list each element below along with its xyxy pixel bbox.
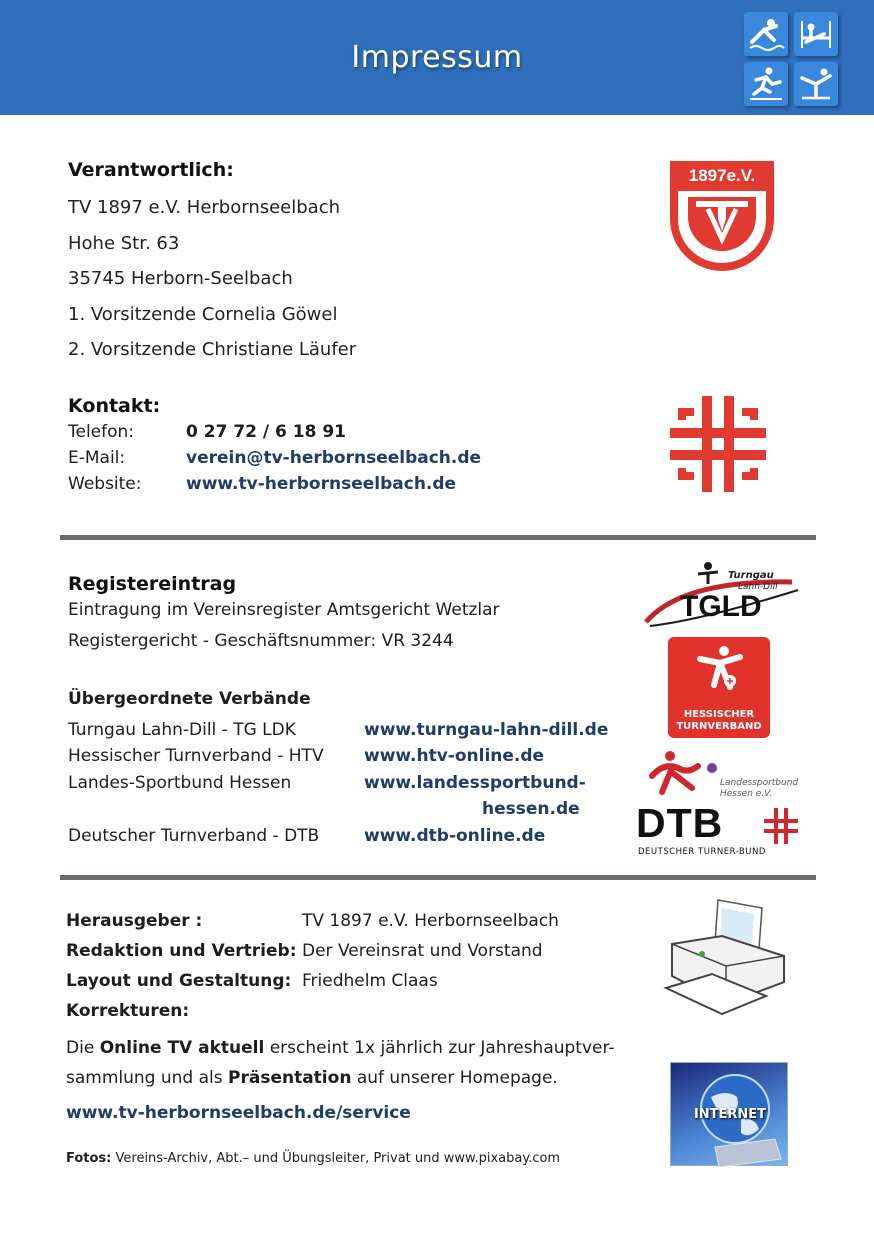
intro-paragraph-line2 <box>66 1068 558 1088</box>
dtb-main-text: DTB <box>636 800 724 846</box>
section-divider <box>60 535 816 540</box>
phone-value: 0 27 72 / 6 18 91 <box>186 422 347 442</box>
lsb-line2: Hessen e.V. <box>720 789 773 799</box>
layout-label: Layout und Gestaltung: <box>66 971 292 991</box>
photo-credits <box>66 1151 560 1166</box>
register-heading: Registereintrag <box>68 573 237 595</box>
corrections-label: Korrekturen: <box>66 1001 190 1021</box>
verband-name: Landes-Sportbund Hessen <box>68 773 292 793</box>
htv-line2: TURNVERBAND <box>676 721 762 732</box>
turnerkreuz-logo <box>668 394 768 494</box>
address-line: Hohe Str. 63 <box>68 233 180 254</box>
dtb-sub-text: DEUTSCHER TURNER-BUND <box>638 847 766 857</box>
gymnast-beam-icon <box>794 62 838 106</box>
kontakt-heading: Kontakt: <box>68 395 161 417</box>
verantwortlich-heading: Verantwortlich: <box>68 159 234 181</box>
tgld-main-text: TGLD <box>680 590 762 623</box>
tgld-logo <box>642 560 800 630</box>
para-text: auf unserer Homepage. <box>351 1068 558 1088</box>
verband-name: Deutscher Turnverband - DTB <box>68 826 320 846</box>
para-bold-text: Präsentation <box>228 1068 352 1088</box>
gymnast-bar-icon <box>794 12 838 56</box>
photo-credits-text: Vereins-Archiv, Abt.– und Übungsleiter, Privat und www.pixabay.com <box>111 1151 561 1166</box>
verband-link[interactable]: www.htv-online.de <box>364 746 545 766</box>
website-link[interactable]: www.tv-herbornseelbach.de <box>186 474 457 494</box>
register-line: Registergericht - Geschäftsnummer: VR 3244 <box>68 631 454 651</box>
printer-icon <box>662 896 792 1016</box>
publisher-label: Herausgeber : <box>66 911 203 931</box>
verband-name: Turngau Lahn-Dill - TG LDK <box>68 720 296 740</box>
landessportbund-logo <box>648 748 798 802</box>
contact-label: Telefon: <box>68 422 135 442</box>
para-bold-text: Online TV aktuell <box>99 1038 265 1058</box>
service-link[interactable]: www.tv-herbornseelbach.de/service <box>66 1103 411 1123</box>
publisher-value: TV 1897 e.V. Herbornseelbach <box>302 911 559 931</box>
verband-link[interactable]: www.landessportbund- <box>364 773 586 793</box>
internet-label: INTERNET <box>693 1107 767 1122</box>
page-title: Impressum <box>351 40 523 75</box>
htv-line1: HESSISCHER <box>683 709 755 720</box>
editorial-value: Der Vereinsrat und Vorstand <box>302 941 543 961</box>
section-divider <box>60 875 816 880</box>
photo-credits-label: Fotos: <box>66 1151 112 1166</box>
swimmer-icon <box>744 12 788 56</box>
dtb-logo <box>636 800 800 858</box>
intro-paragraph-line1 <box>66 1038 615 1058</box>
para-text: Die <box>66 1038 100 1058</box>
verband-link[interactable]: www.turngau-lahn-dill.de <box>364 720 609 740</box>
verband-link[interactable]: www.dtb-online.de <box>364 826 546 846</box>
contact-label: E-Mail: <box>68 448 126 468</box>
contact-label: Website: <box>68 474 142 494</box>
para-text: sammlung und als <box>66 1068 229 1088</box>
tv-herbornseelbach-logo <box>664 157 780 275</box>
sport-icons-group <box>744 12 840 108</box>
address-line: 35745 Herborn-Seelbach <box>68 268 293 289</box>
address-line: TV 1897 e.V. Herbornseelbach <box>68 197 341 218</box>
verbaende-heading: Übergeordnete Verbände <box>68 689 311 709</box>
htv-logo <box>668 637 770 738</box>
para-text: erscheint 1x jährlich zur Jahreshauptver- <box>264 1038 615 1058</box>
logo-year: 1897e.V. <box>688 166 756 185</box>
runner-icon <box>744 62 788 106</box>
address-line: 2. Vorsitzende Christiane Läufer <box>68 339 357 360</box>
verband-link-continued[interactable]: hessen.de <box>482 799 580 819</box>
email-link[interactable]: verein@tv-herbornseelbach.de <box>186 448 482 468</box>
lsb-line1: Landessportbund <box>720 778 799 788</box>
tgld-top-text: Turngau <box>728 570 774 581</box>
address-line: 1. Vorsitzende Cornelia Göwel <box>68 304 338 325</box>
verband-name: Hessischer Turnverband - HTV <box>68 746 324 766</box>
editorial-label: Redaktion und Vertrieb: <box>66 941 297 961</box>
internet-icon <box>670 1062 788 1166</box>
register-line: Eintragung im Vereinsregister Amtsgericht Wetzlar <box>68 600 500 620</box>
tgld-sub-text: Lahn-Dill <box>738 582 778 592</box>
layout-value: Friedhelm Claas <box>302 971 438 991</box>
